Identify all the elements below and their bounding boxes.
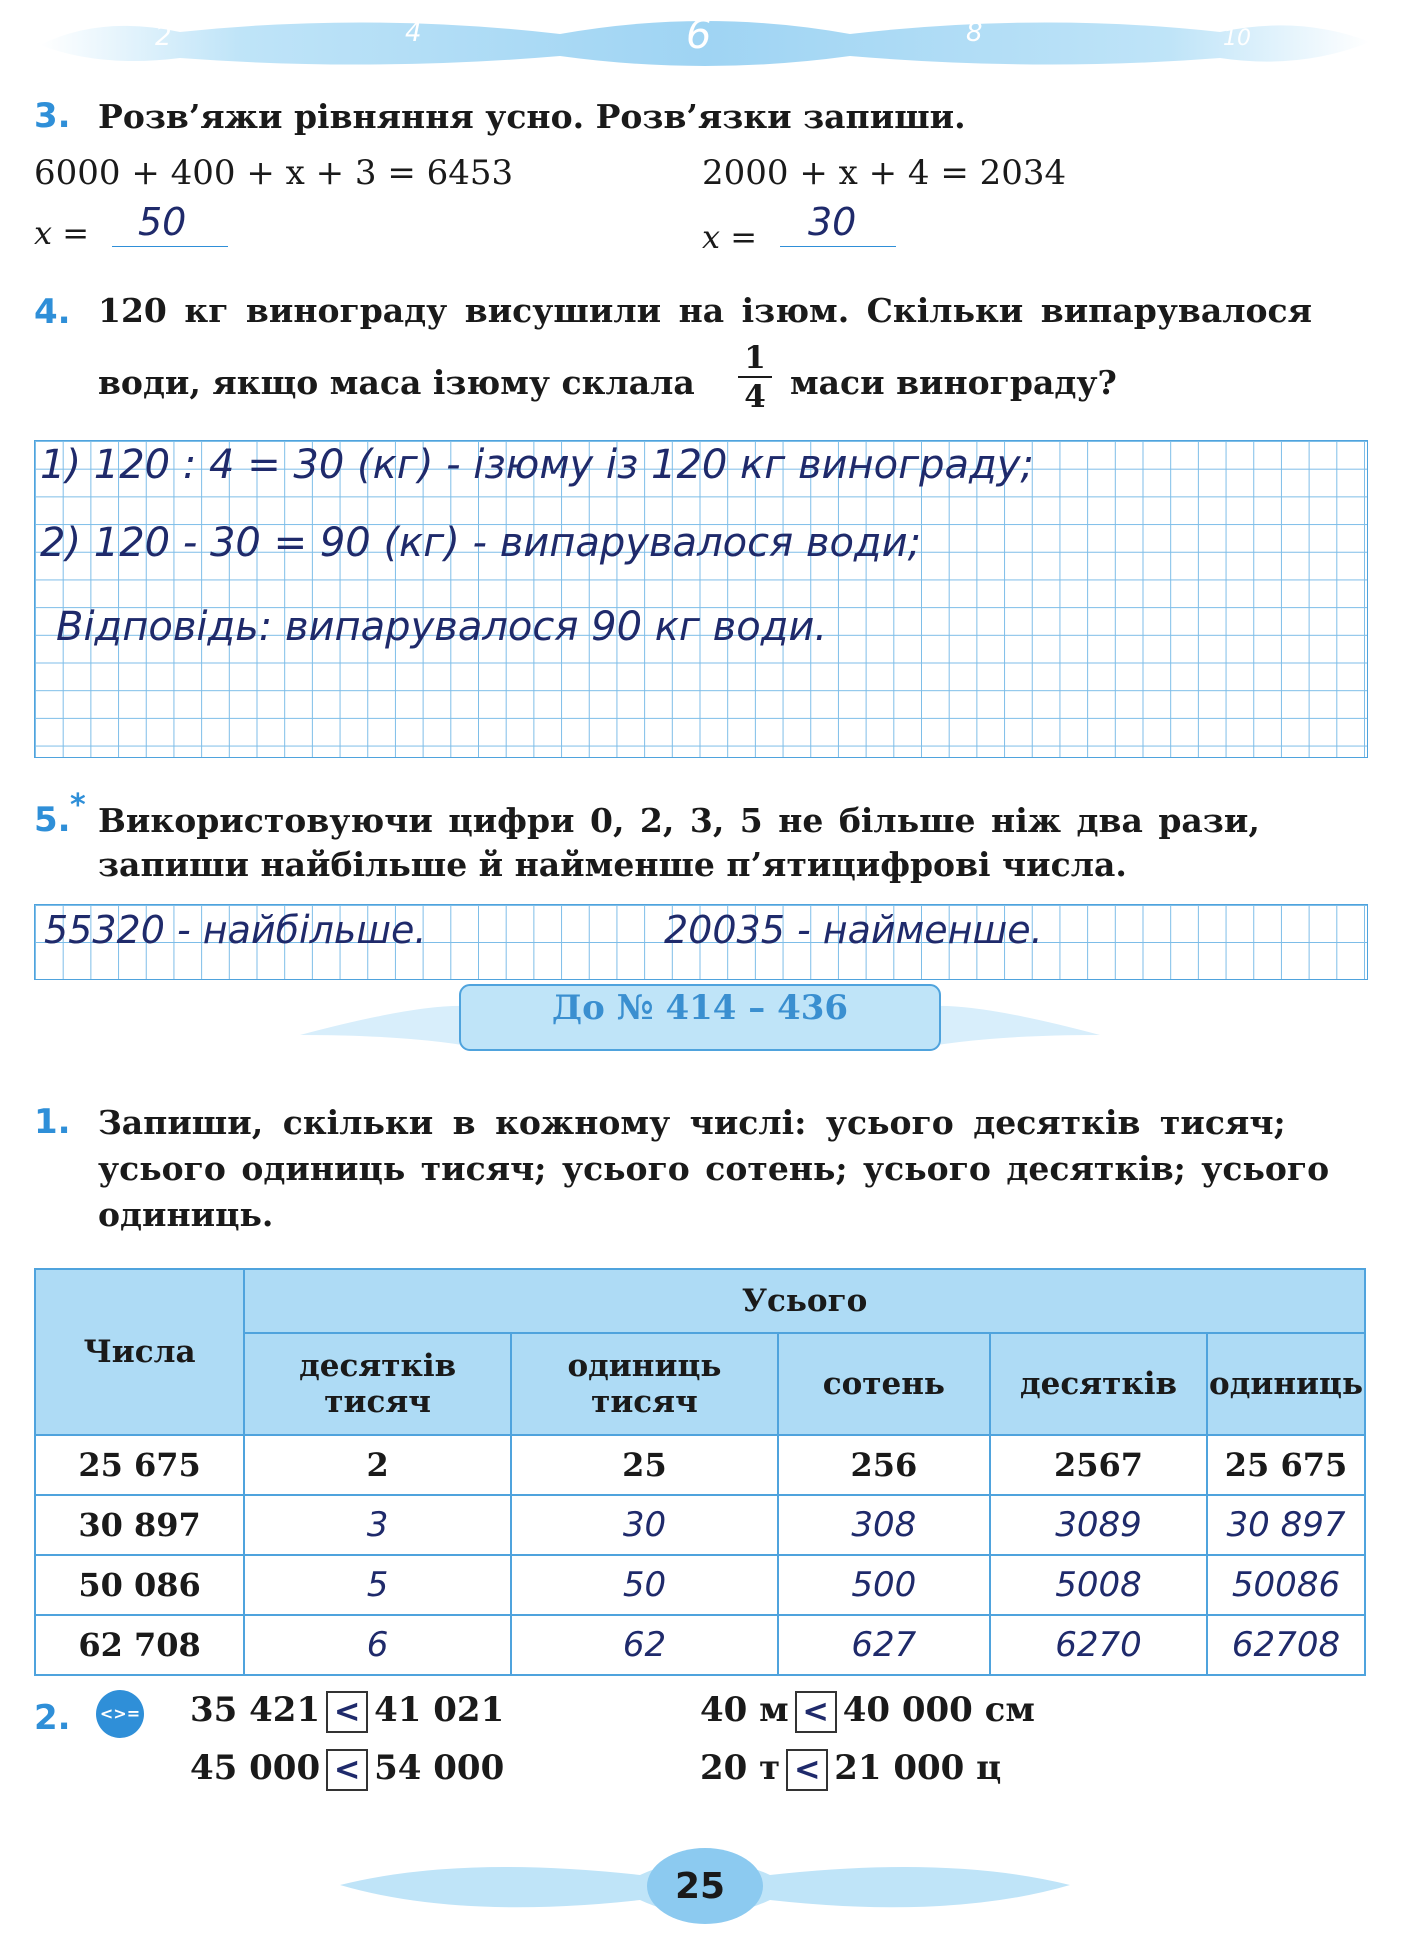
- cell: 627: [778, 1615, 990, 1675]
- task3-text: Розв’яжи рівняння усно. Розв’язки запиши.: [98, 97, 966, 136]
- ruler-number-2: 2: [155, 22, 172, 52]
- header-numbers: Числа: [35, 1269, 244, 1435]
- task5-line-2: запиши найбільше й найменше п’ятицифрові числа.: [98, 845, 1127, 884]
- ruler-number-8: 8: [966, 18, 983, 48]
- compare-row: [700, 1748, 1001, 1791]
- task3-eq2-answer: 30: [808, 200, 857, 244]
- header-tens: десятків: [990, 1333, 1207, 1435]
- compare-a: 40 м: [700, 1690, 789, 1730]
- task4-line-2-after: маси винограду?: [790, 363, 1117, 402]
- cell: 3089: [990, 1495, 1207, 1555]
- compare-a: 35 421: [190, 1690, 321, 1730]
- cell: 25: [511, 1435, 778, 1495]
- compare-row: [700, 1690, 1035, 1733]
- task3-equation-1: 6000 + 400 + x + 3 = 6453: [34, 153, 514, 193]
- compare-icon: [96, 1690, 144, 1738]
- compare-b: 41 021: [374, 1690, 505, 1730]
- task4-solution-line-1: 1) 120 : 4 = 30 (кг) - ізюму із 120 кг винограду;: [40, 442, 1034, 488]
- header-units: одиниць: [1207, 1333, 1365, 1435]
- compare-b: 54 000: [374, 1748, 505, 1788]
- section1-line-1: Запиши, скільки в кожному числі: усього десятків тисяч;: [98, 1103, 1286, 1142]
- cell: 6: [244, 1615, 511, 1675]
- row-number: 50 086: [35, 1555, 244, 1615]
- page-number: 25: [674, 1866, 726, 1907]
- fraction-denominator: 4: [744, 379, 766, 415]
- row-number: 25 675: [35, 1435, 244, 1495]
- cell: 256: [778, 1435, 990, 1495]
- compare-a: 45 000: [190, 1748, 321, 1788]
- task4-solution-line-3: Відповідь: випарувалося 90 кг води.: [56, 604, 828, 650]
- section2-number: 2.: [34, 1698, 71, 1738]
- cell: 5: [244, 1555, 511, 1615]
- compare-row: [190, 1690, 504, 1733]
- cell: 25 675: [1207, 1435, 1365, 1495]
- compare-a: 20 т: [700, 1748, 781, 1788]
- header-hundreds: сотень: [778, 1333, 990, 1435]
- task5-number: 5.: [34, 800, 71, 840]
- header-total: Усього: [244, 1269, 1365, 1333]
- compare-icon-label: <>=: [99, 1704, 141, 1723]
- cell: 2: [244, 1435, 511, 1495]
- compare-sign: <: [786, 1749, 828, 1791]
- task3-eq2-variable: x =: [702, 218, 758, 256]
- compare-sign: <: [795, 1691, 837, 1733]
- cell: 3: [244, 1495, 511, 1555]
- task3-eq1-variable: x =: [34, 214, 90, 252]
- row-number: 62 708: [35, 1615, 244, 1675]
- cell: 50: [511, 1555, 778, 1615]
- table-row: [35, 1555, 1365, 1615]
- cell: 6270: [990, 1615, 1207, 1675]
- task4-line-1: 120 кг винограду висушили на ізюм. Скільки випарувалося: [98, 291, 1312, 330]
- compare-row: [190, 1748, 504, 1791]
- task4-line-2-before: води, якщо маса ізюму склала: [98, 363, 695, 402]
- header-thousands: одиниць тисяч: [511, 1333, 778, 1435]
- compare-sign: <: [326, 1691, 368, 1733]
- section1-line-2: усього одиниць тисяч; усього сотень; усього десятків; усього: [98, 1149, 1330, 1188]
- task4-fraction: [738, 340, 772, 416]
- cell: 62: [511, 1615, 778, 1675]
- table-row: [35, 1615, 1365, 1675]
- compare-b: 40 000 см: [842, 1690, 1035, 1730]
- task5-answer-min: 20035 - найменше.: [664, 908, 1043, 952]
- cell: 30: [511, 1495, 778, 1555]
- ruler-number-10: 10: [1223, 26, 1251, 51]
- cell: 500: [778, 1555, 990, 1615]
- task4-solution-line-2: 2) 120 - 30 = 90 (кг) - випарувалося води;: [40, 520, 922, 566]
- compare-b: 21 000 ц: [834, 1748, 1002, 1788]
- header-ten-thousands: десятків тисяч: [244, 1333, 511, 1435]
- ruler-number-4: 4: [405, 18, 422, 48]
- compare-sign: <: [326, 1749, 368, 1791]
- task3-eq1-answer: 50: [138, 200, 187, 244]
- fraction-numerator: 1: [744, 340, 766, 376]
- task5-star: *: [70, 788, 86, 823]
- section1-number: 1.: [34, 1102, 71, 1142]
- cell: 50086: [1207, 1555, 1365, 1615]
- task5-answer-max: 55320 - найбільше.: [44, 908, 427, 952]
- cell: 2567: [990, 1435, 1207, 1495]
- table-row: [35, 1435, 1365, 1495]
- task3-equation-2: 2000 + x + 4 = 2034: [702, 153, 1067, 193]
- task5-line-1: Використовуючи цифри 0, 2, 3, 5 не більше ніж два рази,: [98, 801, 1260, 840]
- units-table: [34, 1268, 1366, 1676]
- table-row: [35, 1495, 1365, 1555]
- task4-number: 4.: [34, 292, 71, 332]
- task3-number: 3.: [34, 96, 71, 136]
- section-banner-text: До № 414 – 436: [551, 988, 849, 1028]
- task3-eq1-answer-line: [112, 246, 228, 247]
- cell: 62708: [1207, 1615, 1365, 1675]
- cell: 308: [778, 1495, 990, 1555]
- section1-line-3: одиниць.: [98, 1195, 274, 1234]
- cell: 30 897: [1207, 1495, 1365, 1555]
- task3-eq2-answer-line: [780, 246, 896, 247]
- cell: 5008: [990, 1555, 1207, 1615]
- row-number: 30 897: [35, 1495, 244, 1555]
- ruler-number-6: 6: [686, 12, 712, 58]
